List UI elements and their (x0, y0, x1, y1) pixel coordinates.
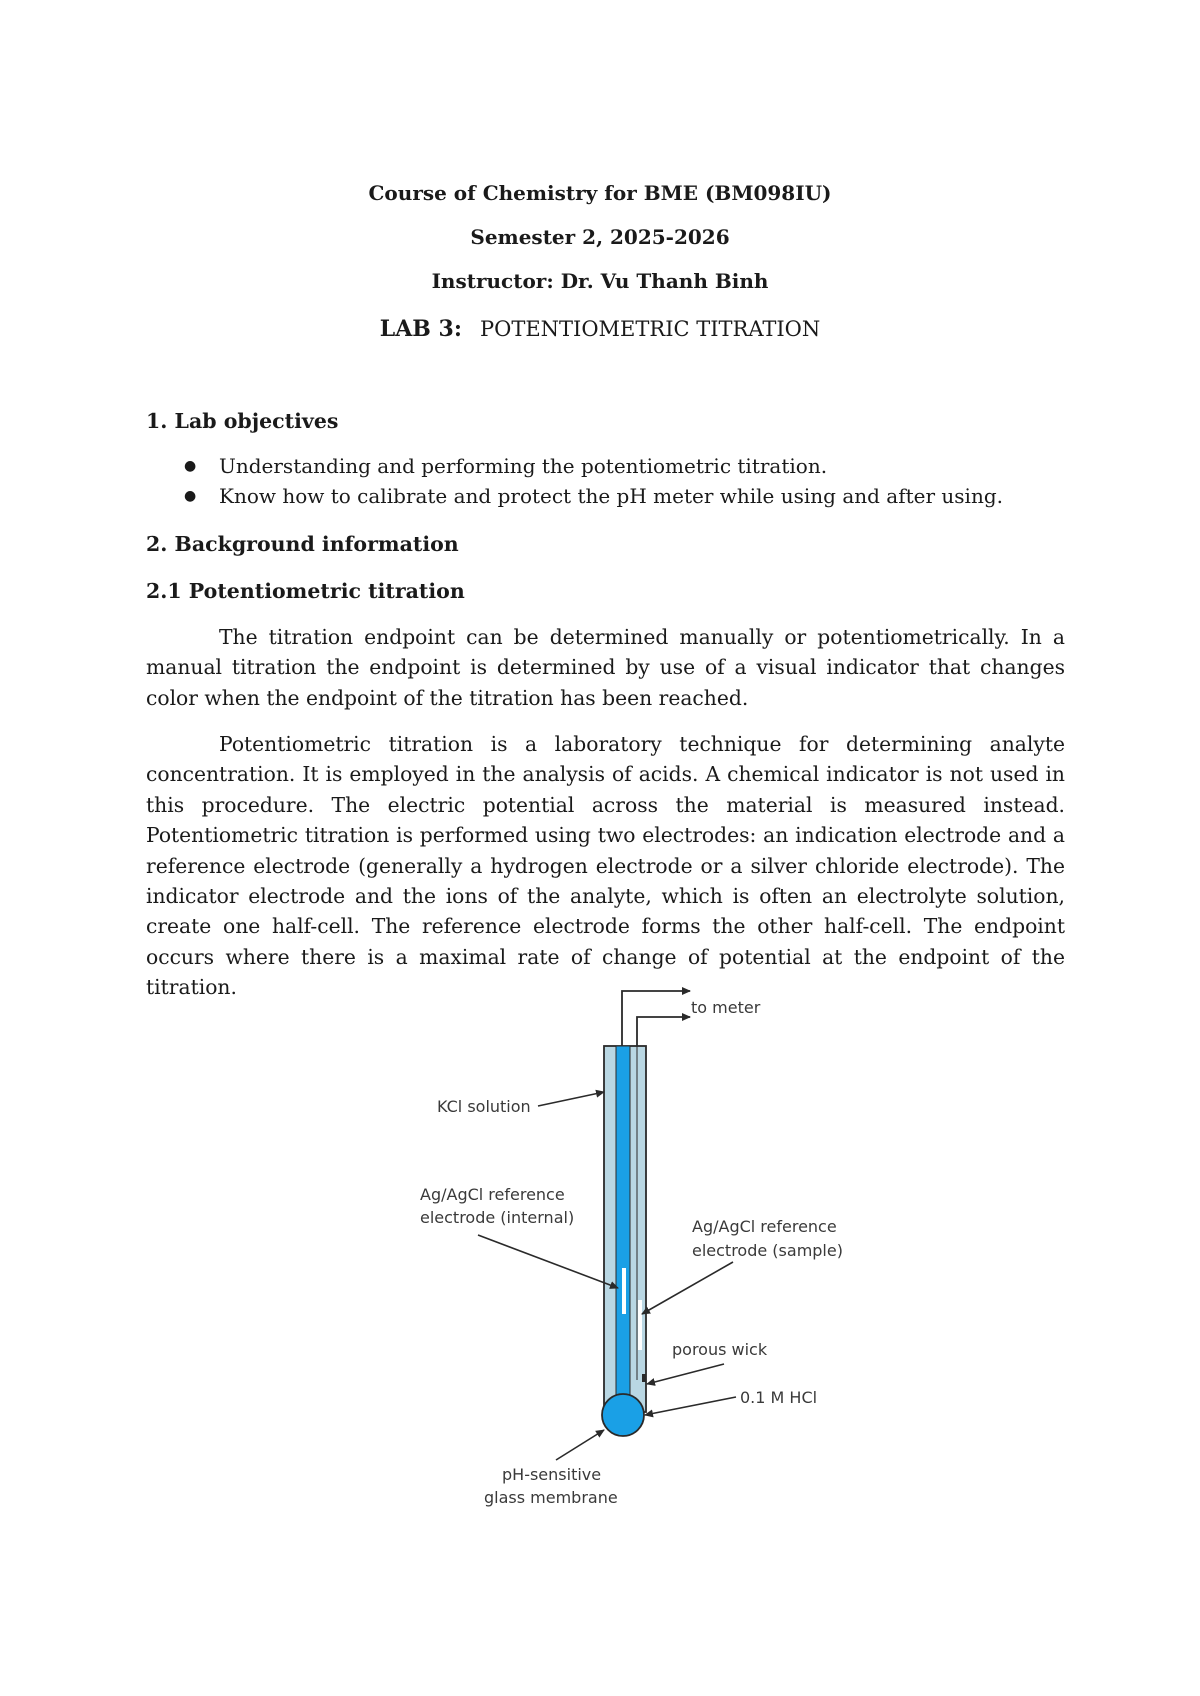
arrow-sample (642, 1262, 733, 1314)
sample-electrode (638, 1300, 642, 1350)
objective-text: Understanding and performing the potentiometric titration. (219, 454, 828, 478)
label-internal-2: electrode (internal) (420, 1208, 575, 1227)
subsection-heading-potentiometric: 2.1 Potentiometric titration (146, 579, 465, 603)
objective-text: Know how to calibrate and protect the pH meter while using and after using. (219, 484, 1003, 508)
semester-line: Semester 2, 2025-2026 (470, 225, 730, 249)
lab-name: POTENTIOMETRIC TITRATION (479, 317, 821, 341)
internal-electrode (622, 1268, 626, 1314)
wire-internal (622, 991, 690, 1048)
paragraph-1: The titration endpoint can be determined manually or potentiometrically. In a manual titration the endpoint is determined by use of a visual indicator that changes color when the endpoint of the titration has been reached. (146, 625, 1065, 710)
label-wick: porous wick (672, 1340, 768, 1359)
label-sample-1: Ag/AgCl reference (692, 1217, 837, 1236)
label-to-meter: to meter (691, 998, 761, 1017)
arrow-wick (647, 1364, 724, 1384)
label-membrane-1: pH-sensitive (502, 1465, 602, 1484)
inner-tube (616, 1046, 630, 1408)
course-title: Course of Chemistry for BME (BM098IU) (368, 181, 832, 205)
bullet-icon: ● (184, 458, 197, 474)
porous-wick (642, 1374, 646, 1382)
label-internal-1: Ag/AgCl reference (420, 1185, 565, 1204)
label-membrane-2: glass membrane (484, 1488, 618, 1507)
paragraph-2: Potentiometric titration is a laboratory technique for determining analyte concentration. It is employed in the analysis of acids. A chemical indicator is not used in this procedure. The electric potential across the material is measured instead. Potentiometric titration is performed using two electrodes: an indication electrode and a reference electrode (generally a hydrogen electrode or a silver chloride electrode). The indicator electrode and the ions of the analyte, which is often an electrolyte solution, create one half-cell. The reference electrode forms the other half-cell. The endpoint occurs where there is a maximal rate of change of potential at the endpoint of the titration. (146, 732, 1065, 1000)
section-heading-background: 2. Background information (146, 532, 459, 556)
lab-number: LAB 3: (379, 316, 462, 342)
wire-sample (637, 1017, 690, 1048)
arrow-membrane (556, 1430, 604, 1460)
label-sample-2: electrode (sample) (692, 1241, 843, 1260)
label-kcl: KCl solution (437, 1097, 531, 1116)
label-hcl: 0.1 M HCl (740, 1388, 818, 1407)
section-heading-objectives: 1. Lab objectives (146, 409, 339, 433)
arrow-kcl (538, 1092, 604, 1106)
glass-membrane-bulb (602, 1394, 644, 1436)
arrow-internal (478, 1235, 618, 1288)
instructor-line: Instructor: Dr. Vu Thanh Binh (431, 269, 769, 293)
bullet-icon: ● (184, 488, 197, 504)
arrow-hcl (645, 1397, 736, 1415)
